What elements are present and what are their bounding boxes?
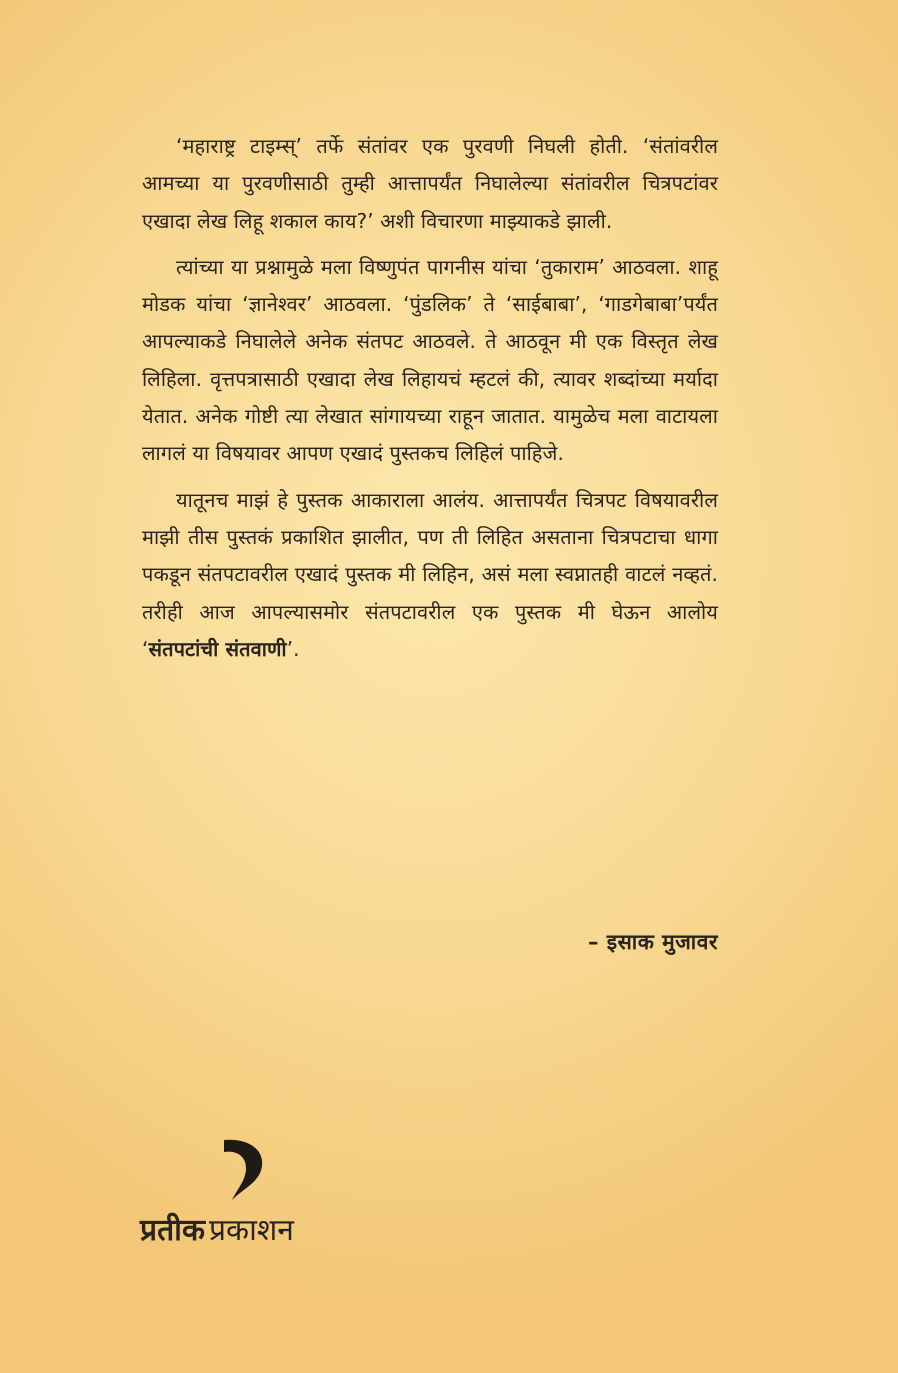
paragraph-2 bbox=[142, 249, 718, 473]
title-close-quote: ’. bbox=[286, 636, 300, 661]
publisher-name-bold: प्रतीक bbox=[140, 1213, 205, 1248]
paragraph-1-text: ‘महाराष्ट्र टाइम्स्’ तर्फे संतांवर एक पुरवणी निघली होती. ‘संतांवरील आमच्या या पुरवणीसाठी तुम्ही आत्तापर्यंत निघालेल्या संतांवरील चित्रपटांवर एखादा लेख लिहू शकाल काय?’ अशी विचारणा माझ्याकडे झाली. bbox=[142, 134, 718, 233]
publisher-block bbox=[140, 1136, 400, 1266]
paragraph-2-text: त्यांच्या या प्रश्नामुळे मला विष्णुपंत पागनीस यांचा ‘तुकाराम’ आठवला. शाहू मोडक यांचा ‘ज्ञानेश्वर’ आठवला. ‘पुंडलिक’ ते ‘साईबाबा’, ‘गाडगेबाबा’पर्यंत आपल्याकडे निघालेले अनेक संतपट आठवले. ते आठवून मी एक विस्तृत लेख लिहिला. वृत्तपत्रासाठी एखादा लेख लिहायचं म्हटलं की, त्यावर शब्दांच्या मर्यादा येतात. अनेक गोष्टी त्या लेखात सांगायच्या राहून जातात. यामुळेच मला वाटायला लागलं या विषयावर आपण एखादं पुस्तकच लिहिलं पाहिजे. bbox=[142, 254, 718, 466]
author-signature: – इसाक मुजावर bbox=[587, 930, 718, 954]
blurb-text bbox=[142, 128, 718, 668]
publisher-logo-icon bbox=[216, 1136, 268, 1202]
paragraph-3-text: यातूनच माझं हे पुस्तक आकाराला आलंय. आत्तापर्यंत चित्रपट विषयावरील माझी तीस पुस्तकं प्रकाशित झालीत, पण ती लिहित असताना चित्रपटाचा धागा पकडून संतपटावरील एखादं पुस्तक मी लिहिन, असं मला स्वप्नातही वाटलं नव्हतं. तरीही आज आपल्यासमोर संतपटावरील एक पुस्तक मी घेऊन आलोय bbox=[142, 487, 718, 624]
publisher-name-light: प्रकाशन bbox=[208, 1213, 294, 1248]
paragraph-3 bbox=[142, 482, 718, 668]
paragraph-1 bbox=[142, 128, 718, 240]
book-title: संतपटांची संतवाणी bbox=[148, 636, 287, 661]
title-open-quote: ‘ bbox=[142, 636, 149, 661]
publisher-name bbox=[140, 1208, 294, 1249]
